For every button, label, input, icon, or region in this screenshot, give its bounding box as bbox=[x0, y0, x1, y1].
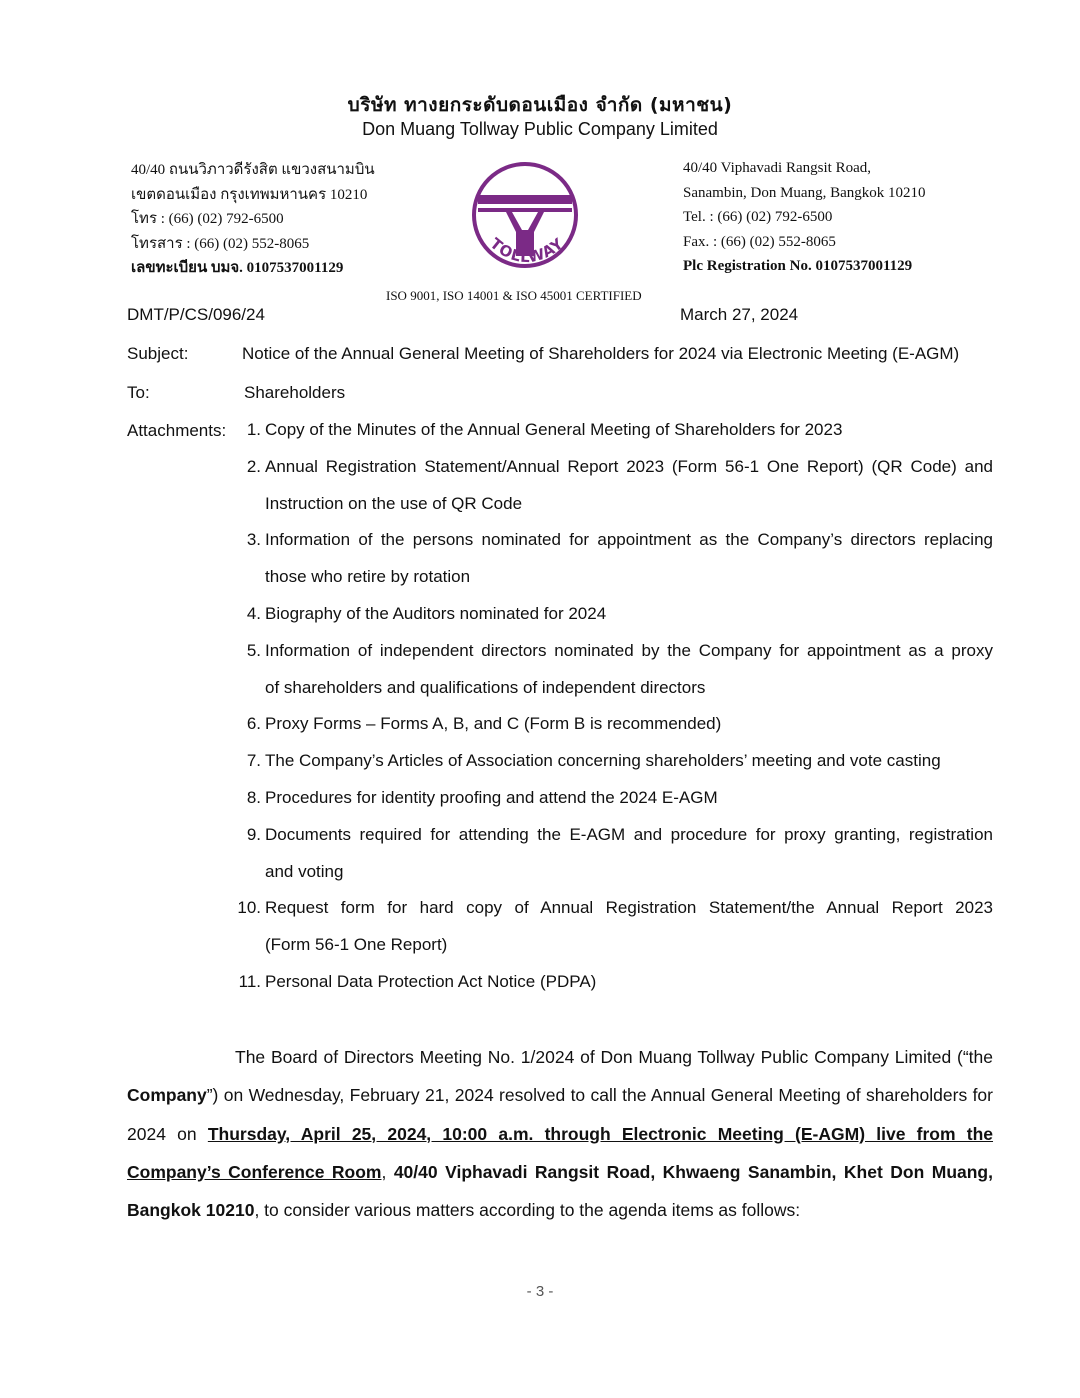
attachment-number: 3. bbox=[246, 530, 261, 550]
attachment-text: Copy of the Minutes of the Annual General Meeting of Shareholders for 2023 bbox=[265, 420, 843, 439]
attachment-continuation: (Form 56-1 One Report) bbox=[265, 935, 448, 955]
tollway-logo-icon bbox=[468, 158, 584, 276]
attachment-item bbox=[127, 780, 993, 817]
attachment-item bbox=[127, 817, 993, 854]
attachment-number: 1. bbox=[246, 420, 261, 439]
address-english-line: 40/40 Viphavadi Rangsit Road, bbox=[683, 160, 871, 176]
attachment-item bbox=[127, 596, 993, 633]
registration-english: Plc Registration No. 0107537001129 bbox=[683, 258, 913, 274]
address-english-line: Sanambin, Don Muang, Bangkok 10210 bbox=[683, 184, 926, 201]
attachment-text: Personal Data Protection Act Notice (PDPA) bbox=[265, 971, 597, 991]
attachment-item bbox=[127, 890, 993, 927]
to-label: To: bbox=[127, 383, 150, 402]
attachments-list bbox=[127, 412, 993, 1001]
attachment-text: Request form for hard copy of Annual Registration Statement/the Annual Report 2023 bbox=[265, 898, 993, 918]
paragraph-text: ”) on Wednesday, February 21, 2024 resolved to call the Annual General Meeting of shareholders for 2024 on bbox=[127, 1085, 993, 1144]
paragraph-text: , to consider various matters according to the agenda items as follows: bbox=[254, 1200, 801, 1221]
attachment-item bbox=[127, 633, 993, 670]
letter-date: March 27, 2024 bbox=[680, 305, 799, 324]
attachment-text: The Company’s Articles of Association concerning shareholders’ meeting and vote casting bbox=[265, 751, 941, 771]
attachment-text: Information of independent directors nominated by the Company for appointment as a proxy bbox=[265, 640, 993, 660]
attachment-item bbox=[127, 706, 993, 743]
attachment-item bbox=[127, 449, 993, 486]
paragraph-bold: Company bbox=[127, 1085, 207, 1106]
attachments-label: Attachments: bbox=[127, 421, 227, 440]
attachment-continuation: those who retire by rotation bbox=[265, 567, 471, 587]
attachment-number: 10. bbox=[237, 898, 261, 918]
attachment-continuation: and voting bbox=[265, 861, 344, 881]
attachment-number: 9. bbox=[246, 824, 261, 844]
logo-text: TOLLWAY bbox=[486, 234, 568, 267]
address-english-line: Tel. : (66) (02) 792-6500 bbox=[683, 209, 833, 225]
address-thai-line: โทร : (66) (02) 792-6500 bbox=[131, 211, 284, 227]
attachment-item bbox=[127, 743, 993, 780]
attachment-continuation: Instruction on the use of QR Code bbox=[265, 493, 523, 513]
meeting-datetime: Thursday, April 25, 2024, 10:00 a.m. through Electronic Meeting (E-AGM) live from the Company’s Conference Room bbox=[127, 1123, 994, 1182]
attachment-item bbox=[127, 522, 993, 559]
paragraph-text: The Board of Directors Meeting No. 1/2024 of Don Muang Tollway Public Company Limited (“the bbox=[235, 1047, 993, 1067]
attachment-number: 6. bbox=[246, 714, 261, 734]
attachment-number: 2. bbox=[246, 456, 261, 476]
to-recipient: Shareholders bbox=[244, 383, 346, 402]
attachment-text: Biography of the Auditors nominated for 2024 bbox=[265, 603, 607, 623]
attachment-number: 11. bbox=[238, 971, 261, 991]
registration-thai: เลขทะเบียน บมจ. 0107537001129 bbox=[131, 260, 344, 276]
attachment-number: 8. bbox=[246, 787, 261, 807]
attachment-text: Procedures for identity proofing and attend the 2024 E-AGM bbox=[265, 787, 718, 807]
tollway-logo bbox=[468, 158, 584, 276]
attachment-text: Information of the persons nominated for appointment as the Company’s directors replacing bbox=[265, 530, 993, 550]
address-english bbox=[683, 156, 1003, 279]
paragraph-text: , bbox=[381, 1161, 394, 1182]
address-english-line: Fax. : (66) (02) 552-8065 bbox=[683, 233, 836, 250]
subject-text: Notice of the Annual General Meeting of Shareholders for 2024 via Electronic Meeting (E-AGM) bbox=[242, 344, 960, 363]
iso-certification: ISO 9001, ISO 14001 & ISO 45001 CERTIFIED bbox=[386, 288, 642, 303]
attachment-item bbox=[127, 964, 993, 1001]
attachment-text: Annual Registration Statement/Annual Report 2023 (Form 56-1 One Report) (QR Code) and bbox=[265, 456, 993, 476]
page-number: - 3 - bbox=[526, 1283, 554, 1300]
attachment-text: Proxy Forms – Forms A, B, and C (Form B is recommended) bbox=[265, 714, 722, 734]
subject-label: Subject: bbox=[127, 344, 189, 363]
body-paragraph bbox=[127, 1038, 993, 1229]
reference-number: DMT/P/CS/096/24 bbox=[127, 305, 265, 324]
attachment-number: 4. bbox=[246, 603, 261, 623]
attachment-item bbox=[127, 412, 993, 449]
attachment-text: Documents required for attending the E-AGM and procedure for proxy granting, registration bbox=[265, 824, 993, 844]
attachment-number: 7. bbox=[246, 751, 261, 771]
address-thai-line: เขตดอนเมือง กรุงเทพมหานคร 10210 bbox=[131, 186, 368, 203]
address-thai bbox=[131, 158, 431, 281]
company-name-thai: บริษัท ทางยกระดับดอนเมือง จำกัด (มหาชน) bbox=[347, 94, 733, 116]
attachment-continuation: of shareholders and qualifications of independent directors bbox=[265, 677, 706, 697]
address-thai-line: โทรสาร : (66) (02) 552-8065 bbox=[131, 235, 310, 252]
meeting-address: 40/40 Viphavadi Rangsit Road, Khwaeng Sanambin, Khet Don Muang, Bangkok 10210 bbox=[127, 1161, 993, 1221]
company-name-english: Don Muang Tollway Public Company Limited bbox=[362, 119, 718, 139]
address-thai-line: 40/40 ถนนวิภาวดีรังสิต แขวงสนามบิน bbox=[131, 162, 375, 178]
attachment-number: 5. bbox=[246, 640, 261, 660]
